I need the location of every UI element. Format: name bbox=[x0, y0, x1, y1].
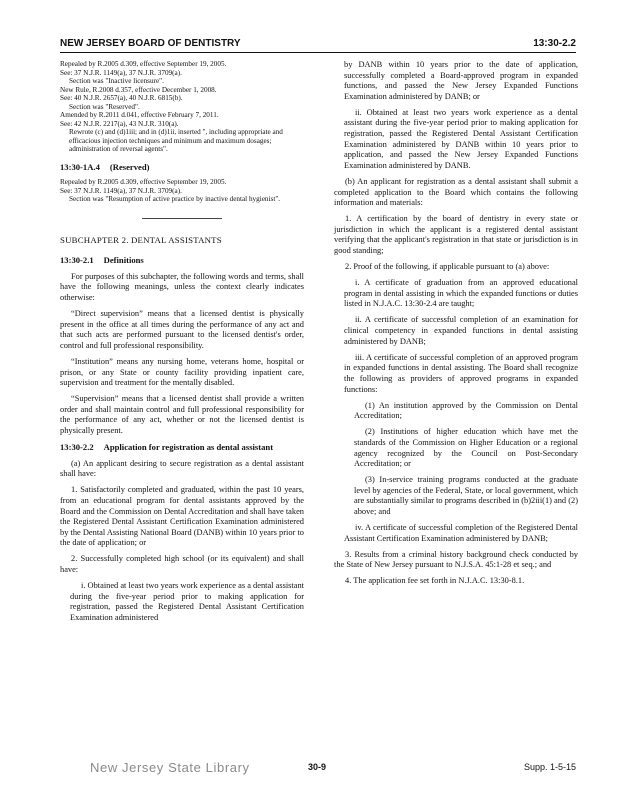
paragraph: (a) An applicant desiring to secure registration as a dental assistant shall have: bbox=[60, 458, 304, 479]
history-note-1 bbox=[60, 60, 304, 154]
list-item: iv. A certificate of successful completion of the Registered Dental Assistant Certification Examination administered by DANB; bbox=[344, 523, 578, 543]
list-item: (1) An institution approved by the Commission on Dental Accreditation; bbox=[354, 400, 578, 421]
list-item: 2. Proof of the following, if applicable pursuant to (a) above: bbox=[345, 262, 550, 272]
list-item: ii. Obtained at least two years work experience as a dental assistant during the five-year period prior to making application for registration, passed the Registered Dental Assistant Certification Examination administered by DANB within 10 years prior to application, and passed the New Jersey Expanded Functions Examination administered by DANB. bbox=[344, 107, 578, 170]
header-title: NEW JERSEY BOARD OF DENTISTRY bbox=[60, 38, 241, 49]
history-line: Repealed by R.2005 d.309, effective September 19, 2005. bbox=[60, 60, 227, 68]
history-line: See: 40 N.J.R. 2657(a), 40 N.J.R. 6815(b). bbox=[60, 94, 183, 102]
list-item: ii. A certificate of successful completion of an examination for clinical competency in expanded functions in dental assisting administered by DANB; bbox=[344, 315, 578, 346]
page-number: 30-9 bbox=[308, 762, 327, 772]
header-rule bbox=[60, 52, 576, 53]
list-item: i. A certificate of graduation from an approved educational program in dental assisting in which the expanded functions or duties listed in N.J.A.C. 13:30-2.4 are taught; bbox=[344, 278, 578, 309]
left-column bbox=[60, 60, 304, 629]
history-line: Section was "Reserved". bbox=[69, 102, 140, 111]
list-item: (2) Institutions of higher education which have met the standards of the Commission on Higher Education or a regional agency recognized by the Council on Post-Secondary Accreditation; or bbox=[354, 427, 578, 469]
library-watermark: New Jersey State Library bbox=[90, 760, 250, 775]
history-line: Rewrote (c) and (d)1iii; and in (d)1ii, inserted ", including appropriate and efficacious injection techniques and minimum and maximum dosages; administration of reversal agents". bbox=[69, 128, 283, 153]
running-header bbox=[60, 36, 576, 52]
history-line: New Rule, R.2008 d.357, effective December 1, 2008. bbox=[60, 85, 217, 94]
history-line: Section was "Inactive licensure". bbox=[69, 77, 164, 85]
paragraph: For purposes of this subchapter, the following words and terms, shall have the following meanings, unless the context clearly indicates otherwise: bbox=[60, 271, 304, 302]
history-line: Repealed by R.2005 d.309, effective September 19, 2005. bbox=[60, 178, 227, 187]
definition-paragraph: “Direct supervision” means that a licensed dentist is physically present in the office at all times during the performance of any act and that such acts are performed pursuant to the licensed dentist's order, control and full professional responsibility. bbox=[60, 309, 304, 350]
history-line: Amended by R.2011 d.041, effective February 7, 2011. bbox=[60, 111, 219, 119]
list-item: 4. The application fee set forth in N.J.A.C. 13:30-8.1. bbox=[345, 576, 525, 586]
history-note-2 bbox=[60, 178, 304, 204]
list-item: 1. Satisfactorily completed and graduated, within the past 10 years, from an educational program for dental assistants approved by the Board and the Commission on Dental Accreditation and shall have taken the Registered Dental Assistant Certification Examination administered by the Dental Assisting National Board (DANB) within 10 years prior to the date of application; or bbox=[60, 485, 304, 548]
section-title: Application for registration as dental assistant bbox=[103, 442, 274, 453]
right-column bbox=[334, 60, 578, 593]
list-item: (3) In-service training programs conducted at the graduate level by agencies of the Federal, State, or local government, which are substantially similar to programs described in (b)2iii(1) and (2) above; and bbox=[354, 475, 578, 516]
definition-paragraph: “Institution” means any nursing home, veterans home, hospital or prison, or any State or county facility providing inpatient care, supervision and treatment for the mentally disabled. bbox=[60, 356, 304, 388]
paragraph: (b) An applicant for registration as a dental assistant shall submit a completed application to the Board which contains the following information and materials: bbox=[334, 176, 578, 208]
history-line: Section was "Resumption of active practice by inactive dental hygienist". bbox=[69, 195, 281, 204]
section-title: Definitions bbox=[103, 255, 144, 266]
supplement-date: Supp. 1-5-15 bbox=[523, 762, 576, 772]
section-heading bbox=[60, 255, 304, 266]
section-heading bbox=[60, 442, 304, 453]
header-section-code: 13:30-2.2 bbox=[533, 38, 576, 49]
section-divider bbox=[142, 218, 222, 219]
definition-paragraph: “Supervision” means that a licensed dentist shall provide a written order and shall maintain control and full professional responsibility for the performance of any act, whether or not the licensed dentist is physically present. bbox=[60, 394, 304, 435]
list-item: iii. A certificate of successful completion of an approved program in expanded functions in dental assisting. The Board shall recognize the following as providers of approved programs in expanded functions: bbox=[344, 352, 578, 394]
section-title: (Reserved) bbox=[109, 161, 150, 172]
subchapter-heading: SUBCHAPTER 2. DENTAL ASSISTANTS bbox=[60, 234, 222, 245]
section-number: 13:30-1A.4 bbox=[60, 161, 100, 172]
history-line: See: 42 N.J.R. 2217(a), 43 N.J.R. 310(a). bbox=[60, 119, 179, 128]
paragraph-continuation: by DANB within 10 years prior to the date of application, successfully completed a Board-approved program in expanded functions, and passed the New Jersey Expanded Functions Examination administered by DANB; or bbox=[344, 60, 578, 101]
page-footer bbox=[60, 760, 576, 780]
history-line: See: 37 N.J.R. 1149(a), 37 N.J.R. 3709(a). bbox=[60, 68, 182, 77]
history-line: See: 37 N.J.R. 1149(a), 37 N.J.R. 3709(a). bbox=[60, 186, 182, 195]
section-number: 13:30-2.1 bbox=[60, 255, 94, 266]
list-item: i. Obtained at least two years work experience as a dental assistant during the five-year period prior to making application for registration, passed the Registered Dental Assistant Certification Examination administered bbox=[70, 581, 304, 622]
list-item: 1. A certification by the board of dentistry in every state or jurisdiction in which the applicant is a registered dental assistant verifying that the applicant's registration in that state or jurisdiction is in good standing; bbox=[334, 214, 578, 255]
section-number: 13:30-2.2 bbox=[60, 442, 94, 453]
list-item: 3. Results from a criminal history background check conducted by the State of New Jersey pursuant to N.J.S.A. 45:1-28 et seq.; and bbox=[334, 549, 578, 570]
list-item: 2. Successfully completed high school (or its equivalent) and shall have: bbox=[60, 554, 304, 575]
section-heading bbox=[60, 162, 304, 173]
